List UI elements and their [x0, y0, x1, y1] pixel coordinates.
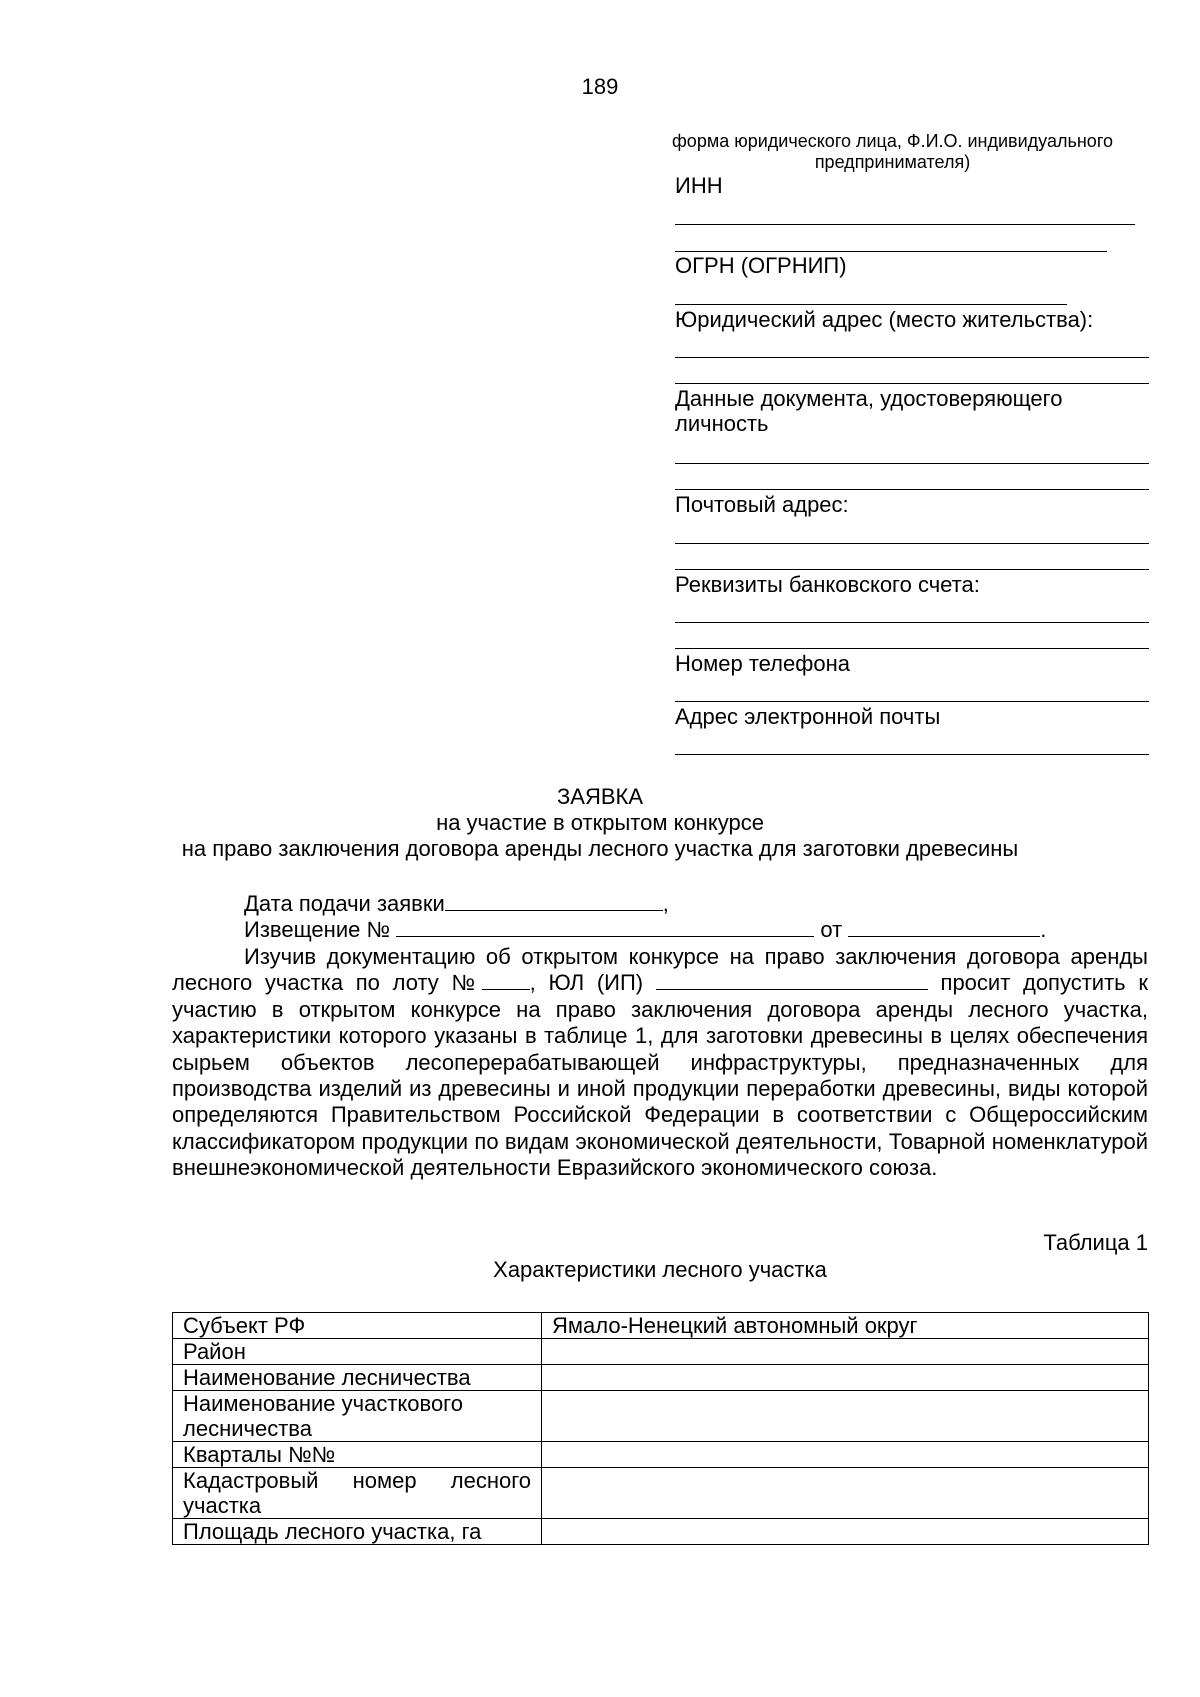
table-row — [173, 1391, 1149, 1442]
submission-date-row — [244, 891, 669, 917]
body-part-3: просит допустить к участию в открытом конкурсе на право заключения договора аренды лесного участка, характеристики которого указаны в таблице 1, для заготовки древесины в целях обеспечения сырьем объектов лесоперерабатывающей инфраструктуры, предназначенных для производства изделий из древесины и иной продукции переработки древесины, виды которой определяются Правительством Российской Федерации в соответствии с Общероссийским классификатором продукции по видам экономической деятельности, Товарной номенклатурой внешнеэкономической деятельности Евразийского экономического союза. — [172, 970, 1148, 1181]
id-document-line-1[interactable] — [675, 463, 1149, 464]
table-cell-value[interactable] — [542, 1519, 1149, 1545]
bank-details-label: Реквизиты банковского счета: — [675, 572, 980, 597]
submission-date-field[interactable] — [445, 892, 663, 911]
bank-details-line-1[interactable] — [675, 622, 1149, 623]
table-cell-label: Кварталы №№ — [173, 1442, 542, 1468]
header-note — [640, 131, 1145, 173]
application-title — [0, 784, 1200, 862]
legal-address-label: Юридический адрес (место жительства): — [675, 307, 1094, 332]
email-label: Адрес электронной почты — [675, 704, 941, 729]
notice-end: . — [1040, 917, 1047, 942]
table-cell-label: Район — [173, 1339, 542, 1365]
inn-line-2[interactable] — [675, 251, 1107, 252]
table-number: Таблица 1 — [1043, 1230, 1148, 1255]
phone-label: Номер телефона — [675, 651, 850, 676]
table-row — [173, 1313, 1149, 1339]
inn-line-1[interactable] — [675, 224, 1135, 225]
legal-address-line-2[interactable] — [675, 383, 1149, 384]
table-cell-value[interactable]: Ямало-Ненецкий автономный округ — [542, 1313, 1149, 1339]
email-line[interactable] — [675, 754, 1149, 755]
submission-date-label: Дата подачи заявки — [244, 891, 445, 916]
applicant-name-field[interactable] — [656, 971, 928, 990]
table-cell-label: Наименование участкового лесничества — [173, 1391, 542, 1442]
table-cell-value[interactable] — [542, 1468, 1149, 1519]
notice-from-label: от — [820, 917, 843, 942]
lot-number-field[interactable] — [482, 971, 530, 990]
legal-address-line-1[interactable] — [675, 357, 1149, 358]
bank-details-line-2[interactable] — [675, 648, 1149, 649]
id-document-label — [675, 386, 1062, 436]
id-document-label-line-2: личность — [675, 411, 769, 436]
notice-row — [244, 917, 1046, 943]
postal-address-line-1[interactable] — [675, 543, 1149, 544]
table-row — [173, 1339, 1149, 1365]
postal-address-line-2[interactable] — [675, 569, 1149, 570]
table-cell-value[interactable] — [542, 1391, 1149, 1442]
inn-label: ИНН — [675, 173, 723, 198]
application-subtitle-2: на право заключения договора аренды лесного участка для заготовки древесины — [181, 836, 1019, 861]
id-document-line-2[interactable] — [675, 489, 1149, 490]
table-cell-label: Площадь лесного участка, га — [173, 1519, 542, 1545]
table-cell-label: Наименование лесничества — [173, 1365, 542, 1391]
table-cell-value[interactable] — [542, 1442, 1149, 1468]
table-cell-label: Кадастровый номер лесного участка — [173, 1468, 542, 1519]
table-cell-label: Субъект РФ — [173, 1313, 542, 1339]
table-caption: Характеристики лесного участка — [493, 1257, 827, 1282]
notice-label: Извещение № — [244, 917, 391, 942]
table-row — [173, 1519, 1149, 1545]
page-number: 189 — [581, 74, 619, 99]
application-subtitle-1: на участие в открытом конкурсе — [436, 810, 764, 835]
body-part-1: Изучив документацию об открытом конкурсе на право заключения договора аренды лесного участка по лоту № — [172, 944, 1148, 996]
submission-date-suffix: , — [662, 891, 669, 916]
forest-plot-table — [172, 1312, 1149, 1545]
phone-line[interactable] — [675, 701, 1149, 702]
application-body — [172, 944, 1148, 1182]
table-row — [173, 1468, 1149, 1519]
notice-number-field[interactable] — [396, 918, 814, 937]
body-part-2: , ЮЛ (ИП) — [529, 970, 644, 996]
ogrn-label: ОГРН (ОГРНИП) — [675, 253, 847, 278]
ogrn-line[interactable] — [675, 304, 1067, 305]
header-note-line-2: предпринимателя) — [814, 152, 971, 172]
postal-address-label: Почтовый адрес: — [675, 492, 849, 517]
notice-date-field[interactable] — [848, 918, 1040, 937]
table-row — [173, 1365, 1149, 1391]
table-row — [173, 1442, 1149, 1468]
application-heading: ЗАЯВКА — [556, 784, 643, 809]
header-note-line-1: форма юридического лица, Ф.И.О. индивидуального — [672, 131, 1113, 151]
table-cell-value[interactable] — [542, 1365, 1149, 1391]
table-cell-value[interactable] — [542, 1339, 1149, 1365]
id-document-label-line-1: Данные документа, удостоверяющего — [675, 386, 1063, 411]
